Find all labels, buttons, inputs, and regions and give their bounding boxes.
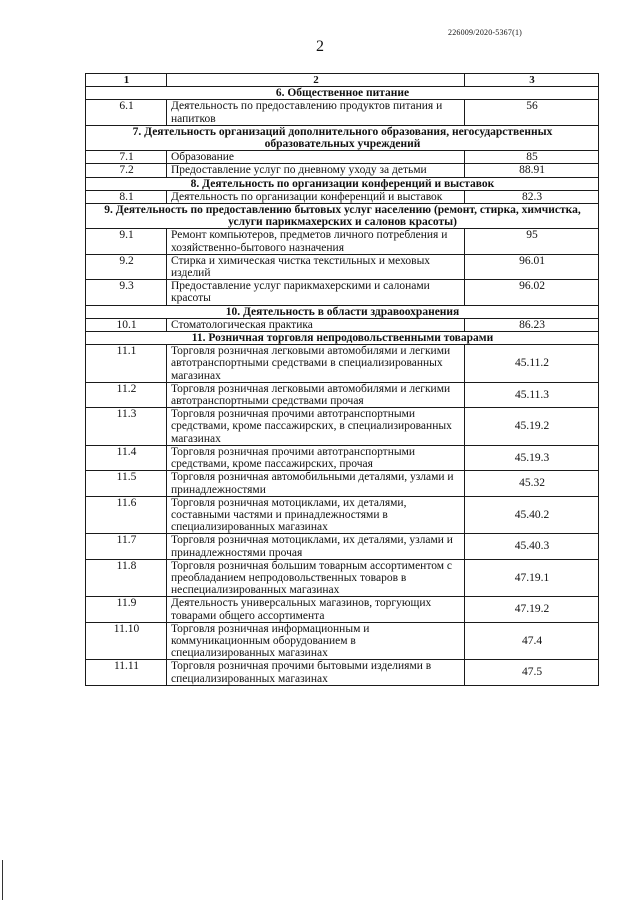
section-header-row (86, 87, 599, 100)
activity-name: Стирка и химическая чистка текстильных и меховых изделий (167, 254, 465, 279)
okved-code: 47.19.2 (465, 597, 599, 622)
activity-name: Торговля розничная мотоциклами, их деталями, составными частями и принадлежностями в специализированных магазинах (167, 496, 465, 534)
column-header-3: 3 (465, 74, 599, 87)
section-header-row (86, 305, 599, 318)
table-row (86, 597, 599, 622)
activity-name: Предоставление услуг парикмахерскими и салонами красоты (167, 280, 465, 305)
row-number: 9.2 (86, 254, 167, 279)
okved-code: 47.5 (465, 660, 599, 685)
activity-name: Торговля розничная автомобильными деталями, узлами и принадлежностями (167, 471, 465, 496)
section-title: 9. Деятельность по предоставлению бытовых услуг населению (ремонт, стирка, химчистка, услуги парикмахерских и салонов красоты) (86, 204, 599, 229)
activity-name: Образование (167, 151, 465, 164)
row-number: 11.6 (86, 496, 167, 534)
activity-name: Торговля розничная прочими автотранспортными средствами, кроме пассажирских, прочая (167, 445, 465, 470)
table-row (86, 164, 599, 177)
row-number: 7.2 (86, 164, 167, 177)
okved-code: 96.01 (465, 254, 599, 279)
row-number: 10.1 (86, 318, 167, 331)
okved-code: 45.19.2 (465, 408, 599, 446)
table-row (86, 318, 599, 331)
table-row (86, 622, 599, 660)
table-row (86, 280, 599, 305)
okved-code: 45.40.2 (465, 496, 599, 534)
table-row (86, 559, 599, 597)
column-header-row (86, 74, 599, 87)
table-row (86, 382, 599, 407)
section-header-row (86, 177, 599, 190)
okved-code: 45.32 (465, 471, 599, 496)
table-body (86, 74, 599, 686)
row-number: 11.1 (86, 345, 167, 383)
okved-code: 85 (465, 151, 599, 164)
table-row (86, 445, 599, 470)
section-title: 10. Деятельность в области здравоохранения (86, 305, 599, 318)
section-title: 7. Деятельность организаций дополнительного образования, негосударственных образовательных учреждений (86, 125, 599, 150)
okved-code: 45.40.3 (465, 534, 599, 559)
section-title: 8. Деятельность по организации конференций и выставок (86, 177, 599, 190)
row-number: 6.1 (86, 100, 167, 125)
column-header-2: 2 (167, 74, 465, 87)
activity-name: Торговля розничная мотоциклами, их деталями, узлами и принадлежностями прочая (167, 534, 465, 559)
activity-name: Предоставление услуг по дневному уходу за детьми (167, 164, 465, 177)
activity-name: Деятельность универсальных магазинов, торгующих товарами общего ассортимента (167, 597, 465, 622)
okved-code: 86.23 (465, 318, 599, 331)
scan-edge-line (2, 860, 3, 900)
section-title: 6. Общественное питание (86, 87, 599, 100)
activity-name: Ремонт компьютеров, предметов личного потребления и хозяйственно-бытового назначения (167, 229, 465, 254)
row-number: 11.11 (86, 660, 167, 685)
table-row (86, 471, 599, 496)
table-row (86, 254, 599, 279)
activity-name: Торговля розничная легковыми автомобилями и легкими автотранспортными средствами в специализированных магазинах (167, 345, 465, 383)
activity-codes-table (85, 73, 599, 686)
table-row (86, 660, 599, 685)
okved-code: 82.3 (465, 190, 599, 203)
okved-code: 45.19.3 (465, 445, 599, 470)
row-number: 11.9 (86, 597, 167, 622)
row-number: 9.3 (86, 280, 167, 305)
okved-code: 88.91 (465, 164, 599, 177)
activity-name: Торговля розничная информационным и коммуникационным оборудованием в специализированных магазинах (167, 622, 465, 660)
okved-code: 56 (465, 100, 599, 125)
activity-name: Торговля розничная большим товарным ассортиментом с преобладанием непродовольственных товаров в неспециализированных магазинах (167, 559, 465, 597)
table-row (86, 496, 599, 534)
table-row (86, 229, 599, 254)
table-row (86, 151, 599, 164)
page-number: 2 (316, 38, 324, 55)
row-number: 11.3 (86, 408, 167, 446)
row-number: 11.10 (86, 622, 167, 660)
table-row (86, 100, 599, 125)
okved-code: 47.19.1 (465, 559, 599, 597)
activity-name: Торговля розничная прочими бытовыми изделиями в специализированных магазинах (167, 660, 465, 685)
okved-code: 95 (465, 229, 599, 254)
activity-name: Стоматологическая практика (167, 318, 465, 331)
okved-code: 45.11.2 (465, 345, 599, 383)
document-id: 226009/2020-5367(1) (448, 28, 523, 37)
table-row (86, 534, 599, 559)
section-header-row (86, 204, 599, 229)
activity-name: Торговля розничная легковыми автомобилями и легкими автотранспортными средствами прочая (167, 382, 465, 407)
section-title: 11. Розничная торговля непродовольственными товарами (86, 332, 599, 345)
row-number: 11.5 (86, 471, 167, 496)
row-number: 11.2 (86, 382, 167, 407)
okved-code: 47.4 (465, 622, 599, 660)
row-number: 9.1 (86, 229, 167, 254)
column-header-1: 1 (86, 74, 167, 87)
activity-name: Торговля розничная прочими автотранспортными средствами, кроме пассажирских, в специализированных магазинах (167, 408, 465, 446)
section-header-row (86, 332, 599, 345)
row-number: 8.1 (86, 190, 167, 203)
table-row (86, 408, 599, 446)
table-row (86, 190, 599, 203)
row-number: 11.4 (86, 445, 167, 470)
okved-code: 45.11.3 (465, 382, 599, 407)
section-header-row (86, 125, 599, 150)
row-number: 11.8 (86, 559, 167, 597)
row-number: 11.7 (86, 534, 167, 559)
activity-name: Деятельность по организации конференций и выставок (167, 190, 465, 203)
row-number: 7.1 (86, 151, 167, 164)
activity-name: Деятельность по предоставлению продуктов питания и напитков (167, 100, 465, 125)
table-row (86, 345, 599, 383)
okved-code: 96.02 (465, 280, 599, 305)
